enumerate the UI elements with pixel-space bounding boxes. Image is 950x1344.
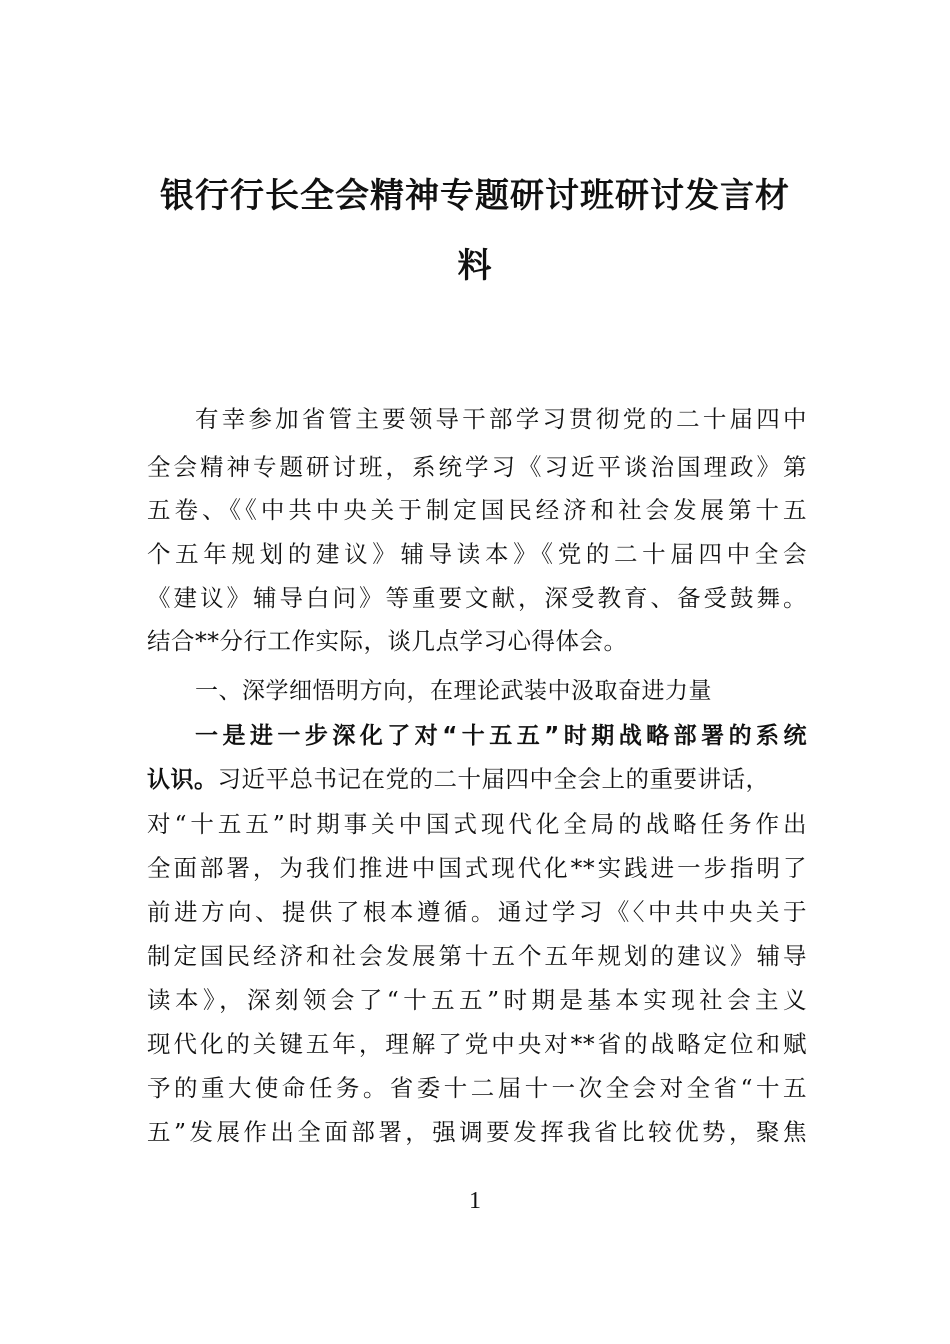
- paragraph-line: 结合**分行工作实际，谈几点学习心得体会。: [147, 627, 628, 655]
- section-heading: 一、深学细悟明方向，在理论武装中汲取奋进力量: [195, 678, 712, 704]
- paragraph-line: 予的重大使命任务。省委十二届十一次全会对全省“十五: [147, 1074, 807, 1102]
- paragraph-line: 五”发展作出全面部署，强调要发挥我省比较优势，聚焦: [147, 1118, 807, 1146]
- paragraph-line: 全会精神专题研讨班，系统学习《习近平谈治国理政》第: [147, 453, 807, 481]
- paragraph-line: [147, 760, 807, 794]
- page-number: 1: [469, 1188, 481, 1214]
- paragraph-line: 对“十五五”时期事关中国式现代化全局的战略任务作出: [147, 810, 807, 838]
- paragraph-line: 前进方向、提供了根本遵循。通过学习《〈中共中央关于: [147, 898, 807, 926]
- paragraph-line: 有幸参加省管主要领导干部学习贯彻党的二十届四中: [195, 405, 807, 433]
- document-title-line-2: 料: [457, 246, 493, 286]
- paragraph-line: 个五年规划的建议》辅导读本》《党的二十届四中全会: [147, 540, 807, 568]
- paragraph-line: 读本》，深刻领会了“十五五”时期是基本实现社会主义: [147, 986, 807, 1014]
- paragraph-line: 五卷、《《中共中央关于制定国民经济和社会发展第十五: [147, 496, 807, 524]
- point-heading-tail: 认识。: [147, 767, 218, 793]
- point-heading-line: 一是进一步深化了对“十五五”时期战略部署的系统: [195, 723, 807, 749]
- document-title-line-1: 银行行长全会精神专题研讨班研讨发言材: [160, 176, 790, 216]
- paragraph-line: 制定国民经济和社会发展第十五个五年规划的建议》辅导: [147, 942, 807, 970]
- paragraph-line: 现代化的关键五年，理解了党中央对**省的战略定位和赋: [147, 1030, 807, 1058]
- paragraph-line: 《建议》辅导白问》等重要文献，深受教育、备受鼓舞。: [147, 584, 807, 612]
- paragraph-text: 习近平总书记在党的二十届四中全会上的重要讲话，: [217, 765, 770, 793]
- paragraph-line: 全面部署，为我们推进中国式现代化**实践进一步指明了: [147, 854, 807, 882]
